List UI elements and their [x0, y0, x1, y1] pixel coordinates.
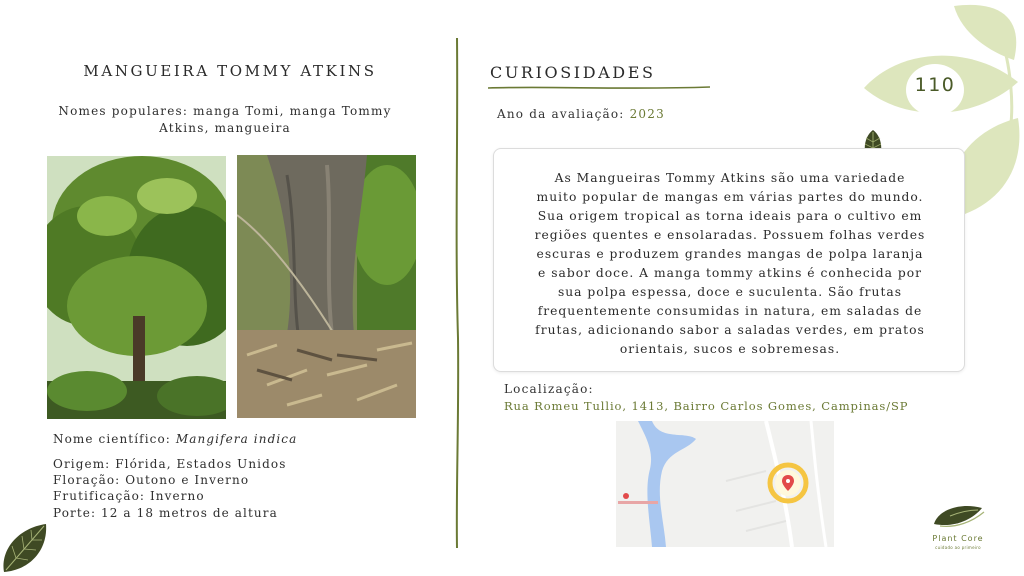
plant-title: MANGUEIRA TOMMY ATKINS [83, 62, 377, 80]
description-line: regiões quentes e ensolaradas. Possuem folhas verdes [534, 228, 926, 242]
description-line: muito popular de mangas em várias partes do mundo. [536, 190, 924, 204]
description-line: frequentemente consumidas in natura, em saladas de [537, 304, 923, 318]
description-line: e sabor doce. A manga tommy atkins é conhecida por [538, 266, 922, 280]
fruiting-text: Frutificação: Inverno [53, 489, 205, 503]
flowering-text: Floração: Outono e Inverno [53, 473, 250, 487]
section-title: CURIOSIDADES [490, 63, 656, 82]
description-line: As Mangueiras Tommy Atkins são uma variedade [554, 171, 906, 185]
description-line: escuras e produzem grandes mangas de polpa laranja [536, 247, 924, 261]
scientific-name-value: Mangifera indica [175, 432, 298, 446]
location-label: Localização: [504, 382, 594, 396]
scientific-name [53, 432, 297, 446]
description-text [506, 169, 954, 359]
location-map[interactable] [616, 421, 834, 547]
logo-tagline: cuidado ao primeiro [935, 545, 981, 550]
location-address[interactable]: Rua Romeu Tullio, 1413, Bairro Carlos Gomes, Campinas/SP [504, 399, 909, 413]
popular-names-line-2: Atkins, mangueira [159, 121, 291, 135]
scientific-name-label: Nome científico: [53, 432, 176, 446]
title-underline [488, 85, 710, 91]
column-divider [452, 38, 462, 548]
description-line: Sua origem tropical as torna ideais para o cultivo em [537, 209, 923, 223]
tree-canopy-photo [47, 156, 226, 419]
evaluation-year [497, 107, 665, 121]
size-text: Porte: 12 a 18 metros de altura [53, 506, 278, 520]
decorative-leaf-bottom-left [0, 520, 50, 576]
origin-text: Origem: Flórida, Estados Unidos [53, 457, 287, 471]
description-line: orientais, sucos e sobremesas. [619, 342, 841, 356]
popular-names-line-1: Nomes populares: manga Tomi, manga Tommy [58, 104, 392, 118]
evaluation-year-value: 2023 [629, 107, 665, 121]
popular-names [50, 103, 400, 137]
description-card [493, 148, 965, 372]
evaluation-year-label: Ano da avaliação: [497, 107, 630, 121]
description-line: frutas, adicionando sabor a saladas verdes, em pratos [535, 323, 925, 337]
description-line: sua polpa espessa, doce e suculenta. São frutas [557, 285, 903, 299]
logo-name: Plant Core [932, 534, 984, 543]
page-number: 110 [914, 74, 956, 96]
tree-trunk-photo [237, 155, 416, 418]
